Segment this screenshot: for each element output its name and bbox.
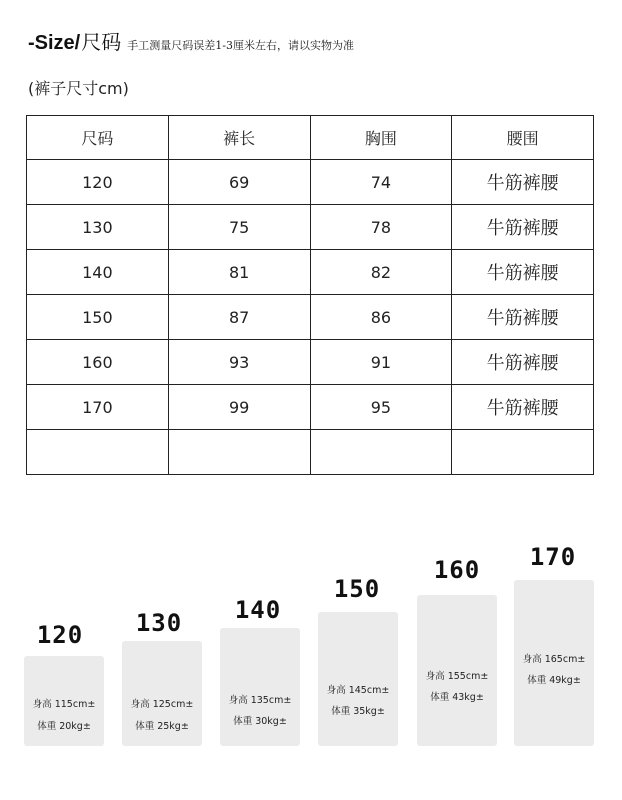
card-weight: 体重 30kg± <box>233 716 287 727</box>
cell-chest: 95 <box>310 385 452 430</box>
cell-size: 130 <box>27 205 169 250</box>
cell-size: 160 <box>27 340 169 385</box>
size-title-cn: 尺码 <box>81 30 122 54</box>
column-header-chest: 胸围 <box>310 116 452 160</box>
column-header-pants-length: 裤长 <box>168 116 310 160</box>
cell-chest: 91 <box>310 340 452 385</box>
cell-size: 150 <box>27 295 169 340</box>
card-height: 身高 135cm± <box>228 695 292 706</box>
card-height: 身高 115cm± <box>32 699 96 710</box>
size-card-label: 160 <box>433 556 481 584</box>
size-card <box>220 628 300 746</box>
card-height: 身高 125cm± <box>130 699 194 710</box>
size-card <box>24 656 104 746</box>
size-card <box>417 595 497 746</box>
size-card-label: 170 <box>529 543 577 571</box>
cell-pants-length: 81 <box>168 250 310 295</box>
measurement-note: 手工测量尺码误差1-3厘米左右，请以实物为准 <box>127 39 354 52</box>
card-weight: 体重 25kg± <box>135 721 189 732</box>
size-card <box>514 580 594 746</box>
cell-pants-length: 87 <box>168 295 310 340</box>
cell-chest: 82 <box>310 250 452 295</box>
card-weight: 体重 43kg± <box>430 692 484 703</box>
cell-waist: 牛筋裤腰 <box>452 250 594 295</box>
card-height: 身高 145cm± <box>326 685 390 696</box>
card-weight: 体重 20kg± <box>37 721 91 732</box>
cell-waist: 牛筋裤腰 <box>452 295 594 340</box>
cell-size: 170 <box>27 385 169 430</box>
table-subtitle: (裤子尺寸cm) <box>28 79 129 98</box>
card-weight: 体重 49kg± <box>527 675 581 686</box>
cell-waist: 牛筋裤腰 <box>452 205 594 250</box>
cell-chest: 74 <box>310 160 452 205</box>
card-height: 身高 165cm± <box>522 654 586 665</box>
size-card-label: 150 <box>333 575 381 603</box>
cell-waist: 牛筋裤腰 <box>452 340 594 385</box>
cell-chest: 78 <box>310 205 452 250</box>
cell-waist: 牛筋裤腰 <box>452 160 594 205</box>
size-card <box>122 641 202 746</box>
card-weight: 体重 35kg± <box>331 706 385 717</box>
size-card <box>318 612 398 746</box>
cell-pants-length: 69 <box>168 160 310 205</box>
cell-size: 140 <box>27 250 169 295</box>
column-header-size: 尺码 <box>27 116 169 160</box>
cell-waist: 牛筋裤腰 <box>452 385 594 430</box>
card-height: 身高 155cm± <box>425 671 489 682</box>
size-card-label: 120 <box>36 621 84 649</box>
column-header-waist: 腰围 <box>452 116 594 160</box>
cell-chest: 86 <box>310 295 452 340</box>
size-title-en: -Size/ <box>28 32 81 54</box>
cell-pants-length: 99 <box>168 385 310 430</box>
cell-pants-length: 93 <box>168 340 310 385</box>
cell-size: 120 <box>27 160 169 205</box>
size-card-label: 130 <box>135 609 183 637</box>
cell-pants-length: 75 <box>168 205 310 250</box>
size-card-label: 140 <box>234 596 282 624</box>
